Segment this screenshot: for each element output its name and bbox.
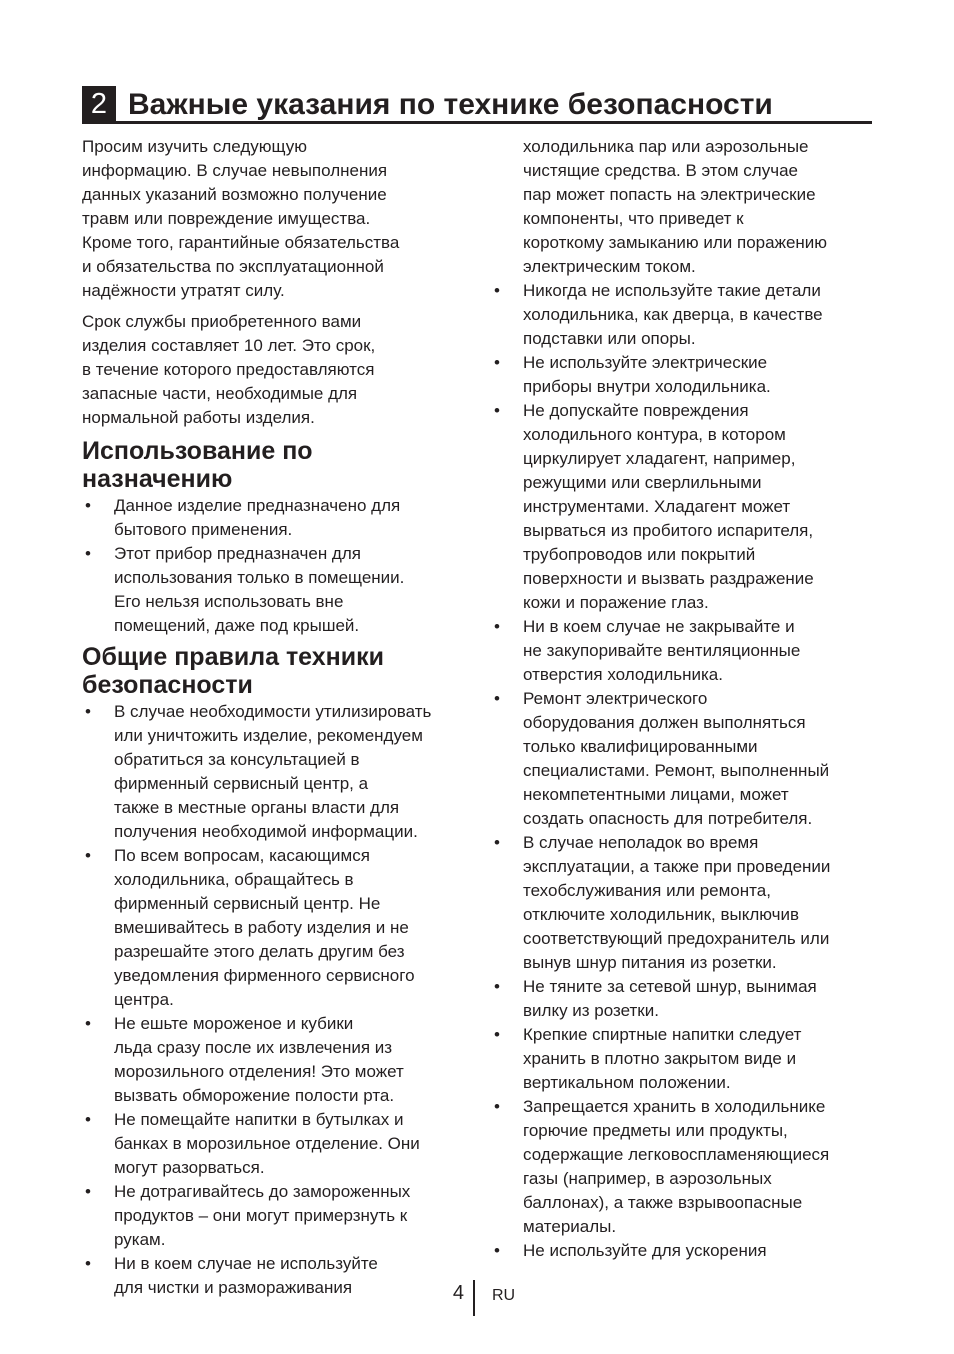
usage-list <box>82 494 467 638</box>
list-item: • Этот прибор предназначен для использования только в помещении. Его нельзя использовать вне помещений, даже под крышей. <box>82 542 467 638</box>
safety-heading: Общие правила техники безопасности <box>82 643 385 699</box>
list-item: • Не помещайте напитки в бутылках и банках в морозильное отделение. Они могут разорваться. <box>82 1108 467 1180</box>
safety-list-continued <box>491 279 871 1263</box>
right-column <box>491 135 871 1263</box>
list-item: • Не ешьте мороженое и кубики льда сразу после их извлечения из морозильного отделения! Это может вызвать обморожение полости рта. <box>82 1012 467 1108</box>
list-item-continuation: холодильника пар или аэрозольные чистящие средства. В этом случае пар может попасть на электрические компоненты, что приведет к короткому замыканию или поражению электрическим током. <box>523 137 828 276</box>
list-item: • Данное изделие предназначено для бытового применения. <box>82 494 467 542</box>
section-header <box>82 86 872 124</box>
left-column <box>82 135 467 1300</box>
list-item: • Запрещается хранить в холодильнике горючие предметы или продукты, содержащие легковоспламеняющиеся газы (например, в аэрозольных баллонах), а также взрывоопасные материалы. <box>491 1095 871 1239</box>
list-item: • Ремонт электрического оборудования должен выполняться только квалифицированными специалистами. Ремонт, выполненный некомпетентными лицами, может создать опасность для потребителя. <box>491 687 871 831</box>
page-title: Важные указания по технике безопасности <box>128 88 773 121</box>
safety-list <box>82 700 467 1300</box>
list-item: • Не тяните за сетевой шнур, вынимая вилку из розетки. <box>491 975 871 1023</box>
list-item: • Не дотрагивайтесь до замороженных продуктов – они могут примерзнуть к рукам. <box>82 1180 467 1252</box>
page-number: 4 <box>452 1282 464 1304</box>
list-item: • В случае неполадок во время эксплуатации, а также при проведении техобслуживания или ремонта, отключите холодильник, выключив соответствующий предохранитель или вынув шнур питания из розетки. <box>491 831 871 975</box>
list-item: • В случае необходимости утилизировать или уничтожить изделие, рекомендуем обратиться за консультацией в фирменный сервисный центр, а также в местные органы власти для получения необходимой информации. <box>82 700 467 844</box>
section-number-badge: 2 <box>82 86 116 121</box>
list-item: • Ни в коем случае не используйте для чистки и размораживания <box>82 1252 467 1300</box>
footer-divider <box>473 1280 475 1316</box>
list-item: • Не используйте электрические приборы внутри холодильника. <box>491 351 871 399</box>
language-label: RU <box>492 1287 516 1304</box>
list-item: • Не допускайте повреждения холодильного контура, в котором циркулирует хладагент, например, режущими или сверлильными инструментами. Хладагент может вырваться из пробитого испарителя, трубопроводов или покрытий поверхности и вызвать раздражение кожи и поражение глаз. <box>491 399 871 615</box>
usage-heading: Использование по назначению <box>82 437 313 493</box>
service-life-paragraph: Срок службы приобретенного вами изделия составляет 10 лет. Это срок, в течение которого предоставляются запасные части, необходимые для нормальной работы изделия. <box>82 312 376 427</box>
list-item: • Никогда не используйте такие детали холодильника, как дверца, в качестве подставки или опоры. <box>491 279 871 351</box>
list-item: • Крепкие спиртные напитки следует хранить в плотно закрытом виде и вертикальном положении. <box>491 1023 871 1095</box>
list-item: • Ни в коем случае не закрывайте и не закупоривайте вентиляционные отверстия холодильника. <box>491 615 871 687</box>
list-item: • По всем вопросам, касающимся холодильника, обращайтесь в фирменный сервисный центр. Не вмешивайтесь в работу изделия и не разрешайте этого делать другим без уведомления фирменного сервисного центра. <box>82 844 467 1012</box>
intro-paragraph: Просим изучить следующую информацию. В случае невыполнения данных указаний возможно получение травм или повреждение имущества. Кроме того, гарантийные обязательства и обязательства по эксплуатационной надёжности утратят силу. <box>82 137 400 300</box>
list-item: • Не используйте для ускорения <box>491 1239 871 1263</box>
